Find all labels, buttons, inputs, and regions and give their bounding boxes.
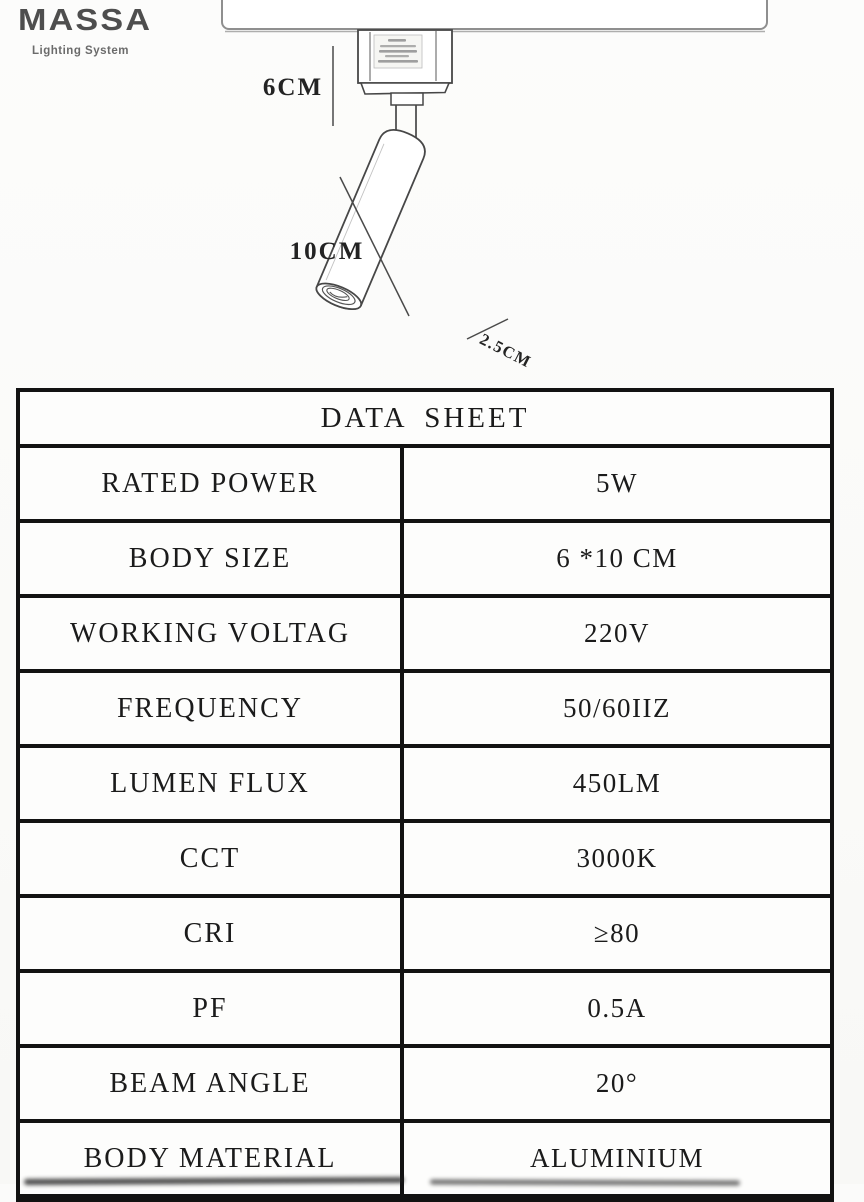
table-row [20,1123,830,1198]
spec-value: 220V [584,618,650,648]
product-diagram [0,0,864,388]
table-row [20,523,830,598]
spec-label: CRI [20,898,404,969]
spec-value: 0.5A [587,993,647,1023]
spec-value: 50/60IIZ [563,693,671,723]
spec-label: PF [20,973,404,1044]
table-row [20,748,830,823]
spec-label: FREQUENCY [20,673,404,744]
label-sticker [374,35,422,68]
spec-label: BEAM ANGLE [20,1048,404,1119]
spec-label: BODY MATERIAL [20,1123,404,1194]
table-row [20,448,830,523]
spec-label: BODY SIZE [20,523,404,594]
ceiling-plate [222,0,767,29]
spec-label: RATED POWER [20,448,404,519]
data-sheet-table [16,388,834,1202]
brand-logo-block [18,2,153,57]
lamp-neck [391,93,423,105]
table-title: DATA SHEET [20,392,830,448]
spec-value: 450LM [572,768,662,798]
lamp-cylinder [313,124,430,314]
spec-value: ≥80 [593,918,641,948]
spec-value: 6 *10 CM [556,543,678,573]
spec-value: 20° [595,1068,639,1098]
brand-tagline: Lighting System [32,45,129,57]
table-row [20,1048,830,1123]
table-row [20,598,830,673]
dimension-label-length: 10CM [289,238,365,265]
table-row [20,898,830,973]
spec-value: ALUMINIUM [530,1143,704,1173]
dimension-label-height: 6CM [262,74,324,101]
spec-value: 5W [596,468,638,498]
dimension-label-diameter: 2.5CM [476,329,535,372]
brand-logo: MASSA [18,2,153,37]
table-row [20,973,830,1048]
spec-label: WORKING VOLTAG [20,598,404,669]
spec-label: LUMEN FLUX [20,748,404,819]
table-row [20,673,830,748]
spec-label: CCT [20,823,404,894]
table-row [20,823,830,898]
spec-value: 3000K [576,843,658,873]
